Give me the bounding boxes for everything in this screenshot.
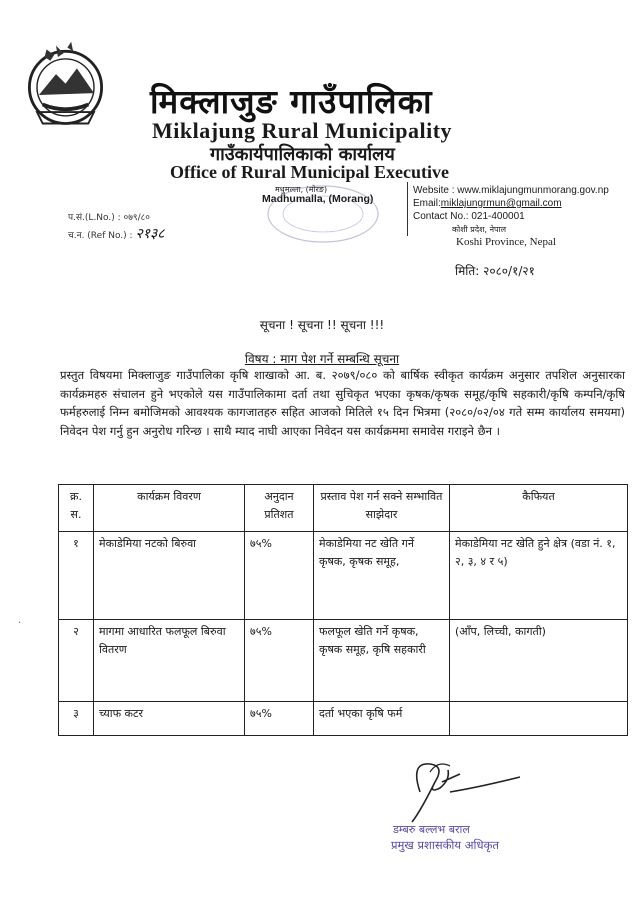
ref-number-value: २१३८ [135,226,165,242]
ref-number-label: च.न. (Ref No.) : [68,231,133,241]
notice-heading: सूचना ! सूचना !! सूचना !!! [259,318,385,332]
website-text: Website : www.miklajungmunmorang.gov.np [413,185,609,196]
subject-line [0,350,644,367]
ref-number [68,224,165,243]
letter-number [68,210,150,223]
province-en: Koshi Province, Nepal [456,236,556,248]
email-line [413,197,609,210]
nepal-emblem-icon [18,38,113,133]
email-link[interactable]: miklajungrmun@gmail.com [440,198,562,209]
table-cell: (आँप, लिच्ची, कागती) [450,620,628,702]
signatory-name: डम्बरु बल्लभ बराल [393,823,470,836]
table-cell [450,702,628,736]
municipality-title-en: Miklajung Rural Municipality [152,118,453,143]
program-table [58,484,628,736]
table-header-row [59,485,628,532]
table-row [59,620,628,702]
signatory-post: प्रमुख प्रशासकीय अधिकृत [391,838,499,852]
table-cell: च्याफ कटर [94,702,245,736]
header-divider [407,182,408,236]
table-header-cell: क्र. स. [59,485,94,532]
address-np: मधुमल्ला, (मोरङ) [275,185,328,194]
address-en: Madhumalla, (Morang) [262,193,374,205]
table-cell: ३ [59,702,94,736]
contact-number: Contact No.: 021-400001 [413,211,525,222]
table-cell: ७५% [245,702,314,736]
table-row [59,532,628,620]
table-cell: ७५% [245,620,314,702]
signature-icon [390,752,540,827]
notice-body: प्रस्तुत विषयमा मिक्लाजुङ गाउँपालिका कृषि शाखाको आ. ब. २०७९/०८० को बार्षिक स्वीकृत कार्यक्रम अनुसार तपशिल अनुसारका कार्यक्रमहरु संचालन हुने भएकोले यस गाउँपालिकामा दर्ता तथा सुचिकृत भएका कृषक/कृषक समूह/कृषि सहकारी/कृषि कम्पनि/कृषि फर्महरुलाई निम्न बमोजिमको आवश्यक कागजातहरु सहित आजको मितिले १५ दिन भित्रमा (२०८०/०२/०४ गते सम्म कार्यालय समयमा) निवेदन पेश गर्नु हुन अनुरोध गरिन्छ । साथै म्याद नाघी आएका निवेदन यस कार्यक्रममा समावेस गराइने छैन । [60,368,625,438]
table-cell: मेकाडेमिया नट खेति गर्ने कृषक, कृषक समूह, [314,532,450,620]
table-row [59,702,628,736]
table-cell: मागमा आधारित फलफूल बिरुवा वितरण [94,620,245,702]
table-header-cell: कैफियत [450,485,628,532]
table-cell: ७५% [245,532,314,620]
contact-block [413,184,609,223]
municipality-title-np: मिक्लाजुङ गाउँपालिका [150,82,433,121]
office-title-en: Office of Rural Municipal Executive [170,162,449,182]
table-cell: मेकाडेमिया नट खेति हुने क्षेत्र (वडा नं. १, २, ३, ४ र ५) [450,532,628,620]
table-cell: मेकाडेमिया नटको बिरुवा [94,532,245,620]
table-cell: दर्ता भएका कृषि फर्म [314,702,450,736]
email-label: Email: [413,198,441,209]
province-np: कोशी प्रदेश, नेपाल [452,225,507,234]
table-header-cell: प्रस्ताव पेश गर्न सक्ने सम्भावित साझेदार [314,485,450,532]
office-stamp-icon [228,176,388,246]
office-title-np: गाउँकार्यपालिकाको कार्यालय [210,144,395,165]
table-cell: फलफूल खेति गर्ने कृषक, कृषक समूह, कृषि सहकारी [314,620,450,702]
table-cell: २ [59,620,94,702]
margin-mark: · [18,618,22,629]
table-header-cell: अनुदान प्रतिशत [245,485,314,532]
table-header-cell: कार्यक्रम विवरण [94,485,245,532]
letter-number-label: प.सं.(L.No.) : [68,213,121,223]
letter-number-value: ०७९/८० [123,213,150,223]
table-cell: १ [59,532,94,620]
letter-date: मिति: २०८०/१/२१ [455,264,535,278]
subject-text: विषय : माग पेश गर्ने सम्बन्धि सूचना [244,352,400,366]
